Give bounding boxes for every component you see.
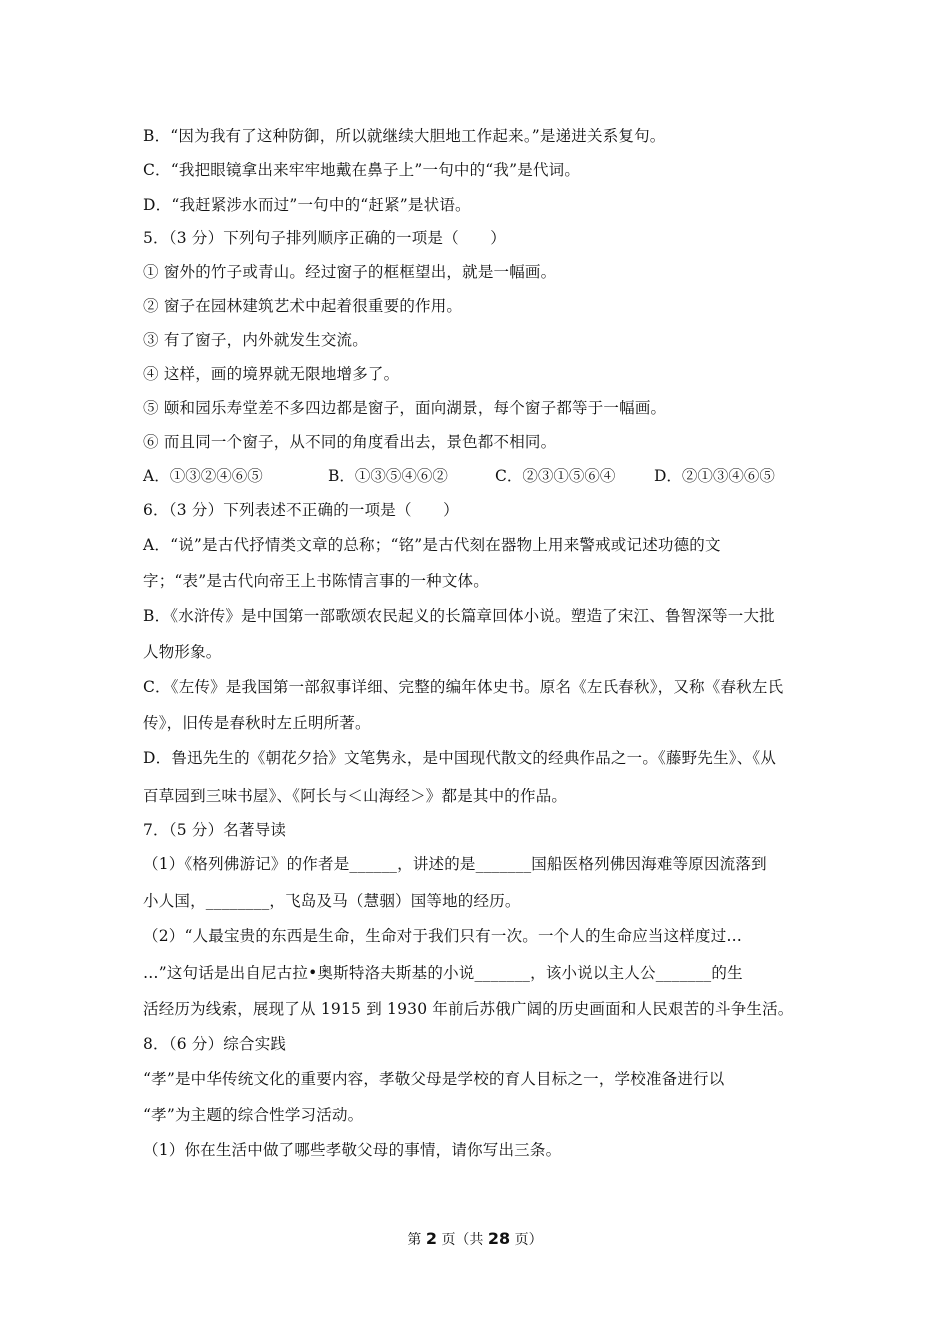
q7-part1-line2: 小人国，________，飞岛及马（慧骃）国等地的经历。	[143, 892, 521, 910]
q8-stem: 8．（6 分）综合实践	[143, 1035, 287, 1053]
q6-option-b-line2: 人物形象。	[143, 643, 222, 661]
q8-intro-line1: “孝”是中华传统文化的重要内容，孝敬父母是学校的育人目标之一，学校准备进行以	[143, 1070, 725, 1088]
footer-total-pages: 28	[487, 1229, 511, 1248]
page-footer	[0, 1229, 950, 1250]
q5-option-a: A．①③②④⑥⑤	[143, 467, 263, 485]
q4-option-d: D．“我赶紧涉水而过”一句中的“赶紧”是状语。	[143, 196, 471, 214]
q8-intro-line2: “孝”为主题的综合性学习活动。	[143, 1106, 364, 1124]
q7-stem: 7．（5 分）名著导读	[143, 821, 287, 839]
q7-part2-line3: 活经历为线索，展现了从 1915 到 1930 年前后苏俄广阔的历史画面和人民艰苦的斗争生活。	[143, 1000, 794, 1018]
q5-sentence-6: ⑥ 而且同一个窗子，从不同的角度看出去，景色都不相同。	[143, 433, 557, 451]
q6-option-d-line1: D．鲁迅先生的《朝花夕拾》文笔隽永，是中国现代散文的经典作品之一。《藤野先生》、《从	[143, 749, 777, 767]
q5-stem: 5．（3 分）下列句子排列顺序正确的一项是（ ）	[143, 229, 506, 247]
q5-sentence-5: ⑤ 颐和园乐寿堂差不多四边都是窗子，面向湖景，每个窗子都等于一幅画。	[143, 399, 667, 417]
q6-option-d-line2: 百草园到三味书屋》、《阿长与＜山海经＞》都是其中的作品。	[143, 787, 568, 805]
q4-option-c: C．“我把眼镜拿出来牢牢地戴在鼻子上”一句中的“我”是代词。	[143, 161, 581, 179]
q8-part1: （1）你在生活中做了哪些孝敬父母的事情，请你写出三条。	[143, 1141, 562, 1159]
q7-part2-line1: （2）“人最宝贵的东西是生命，生命对于我们只有一次。一个人的生命应当这样度过…	[143, 927, 743, 945]
q6-option-b-line1: B．《水浒传》是中国第一部歌颂农民起义的长篇章回体小说。塑造了宋江、鲁智深等一大批	[143, 607, 775, 625]
q5-option-d: D．②①③④⑥⑤	[654, 467, 775, 485]
q6-option-a-line1: A．“说”是古代抒情类文章的总称；“铭”是古代刻在器物上用来警戒或记述功德的文	[143, 536, 721, 554]
footer-middle: 页（共	[441, 1232, 484, 1248]
q5-sentence-2: ② 窗子在园林建筑艺术中起着很重要的作用。	[143, 297, 463, 315]
q5-option-c: C．②③①⑤⑥④	[495, 467, 616, 485]
footer-prefix: 第	[407, 1232, 422, 1248]
q7-part1-line1: （1）《格列佛游记》的作者是______，讲述的是_______国船医格列佛因海难等原因流落到	[143, 855, 767, 873]
q6-stem: 6．（3 分）下列表述不正确的一项是（ ）	[143, 501, 459, 519]
q4-option-b: B．“因为我有了这种防御，所以就继续大胆地工作起来。”是递进关系复句。	[143, 127, 666, 145]
q6-option-c-line2: 传》，旧传是春秋时左丘明所著。	[143, 714, 371, 732]
q5-sentence-3: ③ 有了窗子，内外就发生交流。	[143, 331, 368, 349]
footer-page-number: 2	[425, 1229, 437, 1248]
q5-sentence-1: ① 窗外的竹子或青山。经过窗子的框框望出，就是一幅画。	[143, 263, 557, 281]
q7-part2-line2: …”这句话是出自尼古拉•奥斯特洛夫斯基的小说_______，该小说以主人公_______的生	[143, 964, 743, 982]
q5-sentence-4: ④ 这样，画的境界就无限地增多了。	[143, 365, 400, 383]
q6-option-c-line1: C．《左传》是我国第一部叙事详细、完整的编年体史书。原名《左氏春秋》，又称《春秋左氏	[143, 678, 784, 696]
q5-options	[143, 466, 823, 486]
footer-suffix: 页）	[514, 1232, 543, 1248]
q6-option-a-line2: 字；“表”是古代向帝王上书陈情言事的一种文体。	[143, 572, 489, 590]
q5-option-b: B．①③⑤④⑥②	[328, 467, 448, 485]
